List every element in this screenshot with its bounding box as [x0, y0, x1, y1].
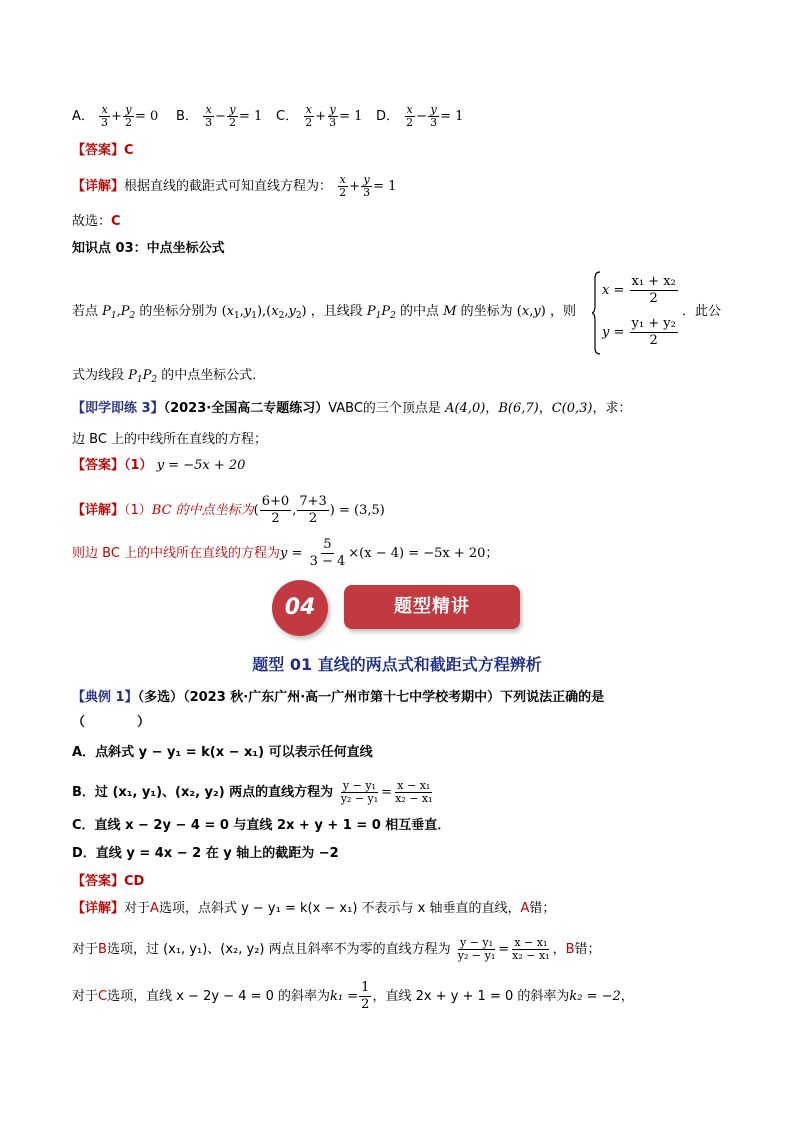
option-row: [72, 104, 158, 129]
conclusion2-line: 则边 BC 上的中线所在直线的方程为y = $\frac{5}{3 - 4}$ ×(x − 4) = −5x + 20；: [72, 537, 499, 569]
answer2-line: 【答案】（1） y = −5x + 20: [72, 458, 246, 473]
example-option-b: B．过 (x₁, y₁)、(x₂, y₂) 两点的直线方程为 $\frac{\text{y − y₁}}{\text{y₂ − y₁}}$ = $\frac{\text{x − x₁}}{\text{x₂ − x₁}}$: [72, 779, 433, 805]
answer-line: 【答案】C: [72, 143, 134, 158]
option-d: D． $\frac{x}{2}$ − $\frac{y}{3}$ = 1: [376, 103, 464, 129]
midpoint-tail: ．此公: [682, 304, 722, 319]
section-number-badge: 04: [272, 580, 328, 636]
detail-line: 【详解】根据直线的截距式可知直线方程为： $\frac{x}{2}$ + $\frac{y}{3}$ = 1: [72, 173, 397, 199]
example-option-c: C．直线 x − 2y − 4 = 0 与直线 2x + y + 1 = 0 相互垂直．: [72, 818, 451, 833]
brace-icon: [592, 270, 602, 356]
detail2-line: 【详解】（1）BC 的中点坐标为( $\frac{6+0}{2}$ , $\frac{7+3}{2}$ ) = (3,5): [72, 494, 385, 526]
example-option-a: A．点斜式 y − y₁ = k(x − x₁) 可以表示任何直线: [72, 745, 373, 760]
detail3-line-c: 对于C选项，直线 x − 2y − 4 = 0 的斜率为k₁ = $\frac{1}{2}$ ，直线 2x + y + 1 = 0 的斜率为k₂ = −2，: [72, 980, 634, 1012]
option-a: A． $\frac{x}{3}$ + $\frac{y}{2}$ = 0: [72, 103, 159, 129]
example-paren: （ ）: [72, 715, 151, 730]
midpoint-paragraph: 若点 $P_1,P_2$ 的坐标分别为 $(x_1,y_1),(x_2,y_2)$ ，且线段 $P_1P_2$ 的中点 M 的坐标为 (x,y) ，则: [72, 304, 576, 321]
example-line1: 【典例 1】（多选）（2023 秋·广东广州·高一广州市第十七中学校考期中）下列说法正确的是: [72, 690, 605, 705]
example-option-d: D．直线 y = 4x − 2 在 y 轴上的截距为 −2: [72, 846, 339, 861]
option-c: C． $\frac{x}{2}$ + $\frac{y}{3}$ = 1: [276, 103, 363, 129]
option-b: B． $\frac{x}{3}$ − $\frac{y}{2}$ = 1: [176, 103, 263, 129]
midpoint-line2: 式为线段 $P_1P_2$ 的中点坐标公式．: [72, 368, 266, 385]
section-title: 题型 01 直线的两点式和截距式方程辨析: [252, 655, 542, 674]
section-banner: 题型精讲: [344, 585, 520, 629]
midpoint-formula-system: x = $\frac{\text{x₁ + x₂}}{2}$ y = $\frac{\text{y₁ + y₂}}{2}$: [592, 270, 682, 356]
choose-line: 故选：C: [72, 214, 121, 229]
knowledge-title: 知识点 03：中点坐标公式: [72, 241, 225, 256]
detail3-line-a: 【详解】对于A选项，点斜式 y − y₁ = k(x − x₁) 不表示与 x 轴垂直的直线，A错；: [72, 901, 556, 916]
practice-line2: 边 BC 上的中线所在直线的方程；: [72, 432, 268, 447]
practice-line: 【即学即练 3】（2023·全国高二专题练习）VABC的三个顶点是 A(4,0)，B(6,7)，C(0,3)，求：: [72, 401, 632, 416]
detail3-line-b: 对于B选项，过 (x₁, y₁)、(x₂, y₂) 两点且斜率不为零的直线方程为 $\frac{\text{y − y₁}}{\text{y₂ − y₁}}$ = $\frac{\text{x − x₁}}{\text{x₂ − x₁}}$ ，B错；: [72, 936, 601, 962]
answer3-line: 【答案】CD: [72, 874, 145, 889]
